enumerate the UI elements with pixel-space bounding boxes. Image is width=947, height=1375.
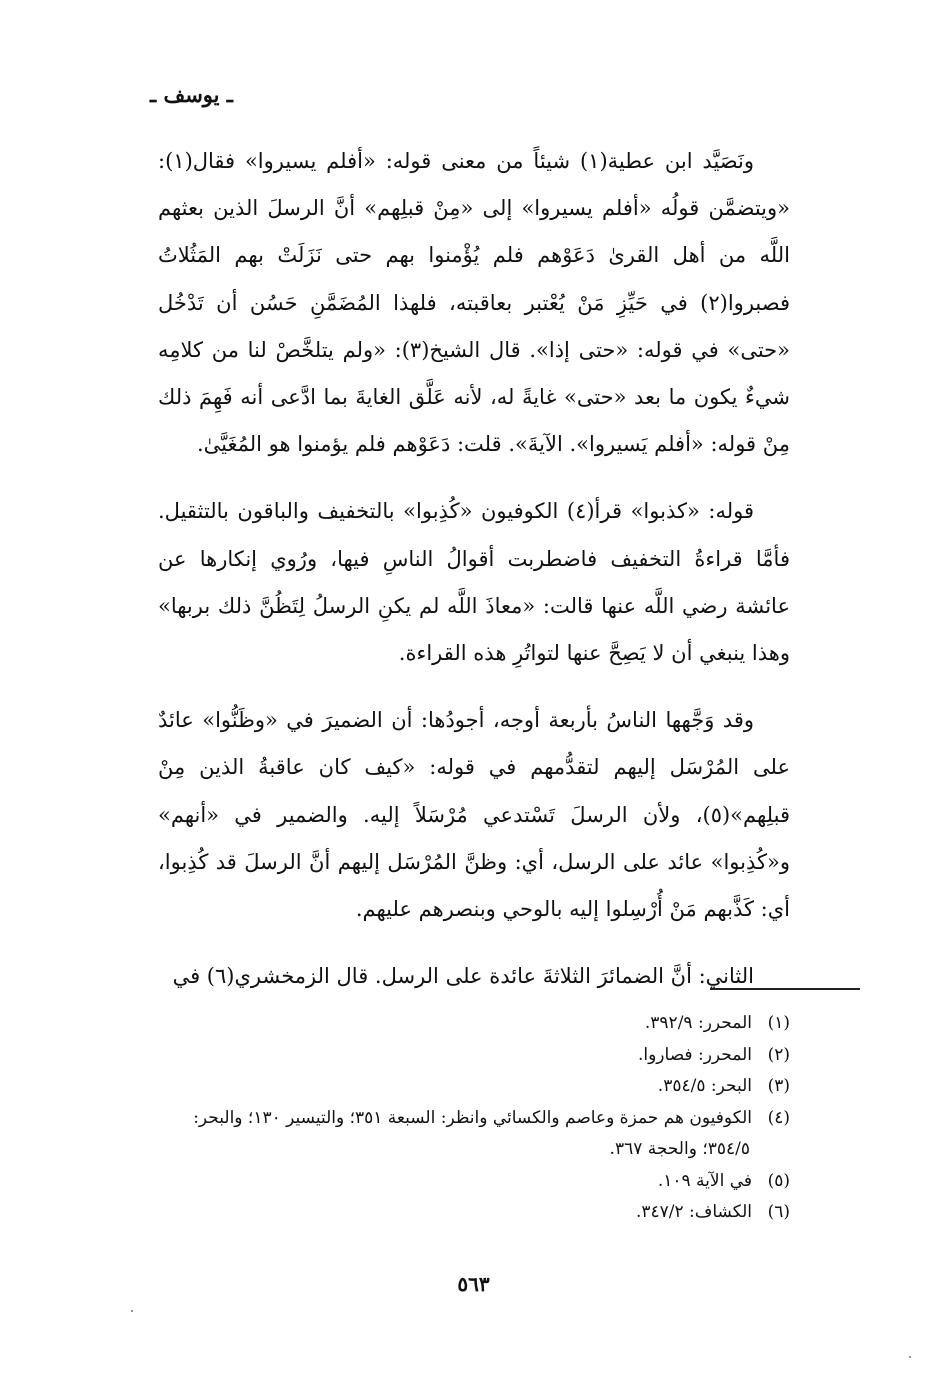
footnote-text: البحر: ٣٥٤/٥.: [657, 1076, 752, 1096]
scan-speck: [131, 1310, 133, 1312]
paragraph-1: ونَصَيَّد ابن عطية(١) شيئاً من معنى قوله: «أفلم يسيروا» فقال(١): «ويتضمَّن قولُه «أفلم يسيروا» إلى «مِنْ قبلِهم» أنَّ الرسلَ الذين بعثهم اللَّه من أهل القرىٰ دَعَوْهم فلم يُؤْمنوا بهم حتى نَزَلَتْ بهم المَثُلاتُ فصبروا(٢) في حَيِّزِ مَنْ يُعْتبر بعاقبته، فلهذا المُضَمَّنِ حَسُن أن تَدْخُل «حتى» في قوله: «حتى إذا». قال الشيخ(٣): «ولم يتلخَّصْ لنا من كلامِه شيءٌ يكون ما بعد «حتى» غايةً له، لأنه عَلَّق الغايةَ بما ادَّعى أنه فَهِمَ ذلك مِنْ قوله: «أفلم يَسيروا». الآيةَ». قلت: دَعَوْهم فلم يؤمنوا هو المُغَيَّىٰ.: [158, 149, 790, 457]
footnote-3: [158, 1071, 790, 1103]
footnote-number: (٢): [767, 1044, 790, 1065]
footnote-number: (١): [767, 1013, 790, 1033]
footnote-5: [158, 1166, 790, 1198]
footnotes: [158, 1008, 790, 1229]
footnote-6: [158, 1197, 790, 1229]
footnote-text: في الآية ١٠٩.: [657, 1170, 752, 1191]
footnote-text: الكشاف: ٣٤٧/٢.: [635, 1202, 752, 1222]
page-number: ٥٦٣: [457, 1272, 490, 1296]
paragraph-4: الثاني: أنَّ الضمائرَ الثلاثةَ عائدة على الرسل. قال الزمخشري(٦) في: [172, 964, 754, 989]
paragraph-3: وقد وَجَّهها الناسُ بأربعة أوجه، أجودُها: أن الضميرَ في «وظَنُّوا» عائدٌ على المُرْسَل إليهم لتقدُّمهم في قوله: «كيف كان عاقبةُ الذين مِنْ قبلِهم»(٥)، ولأن الرسلَ تَسْتدعي مُرْسَلاً إليه. والضمير في «أنهم» و«كُذِبوا» عائد على الرسل، أي: وظنَّ المُرْسَل إليهم أنَّ الرسلَ قد كُذِبوا، أي: كَذَّبهم مَنْ أُرْسِلوا إليه بالوحي وبنصرهم عليهم.: [158, 708, 790, 922]
footnote-number: (٥): [767, 1170, 790, 1191]
footnote-text: الكوفيون هم حمزة وعاصم والكسائي وانظر: السبعة ٣٥١؛ والتيسير ١٣٠؛ والبحر: ٣٥٤/٥؛ والحجة ٣٦٧.: [193, 1107, 752, 1159]
footnote-text: المحرر: ٣٩٢/٩.: [644, 1013, 752, 1033]
footnote-2: [158, 1040, 790, 1072]
footnote-number: (٦): [767, 1202, 790, 1222]
footnote-separator: [710, 988, 860, 990]
footnote-1: [158, 1008, 790, 1040]
footnote-text: المحرر: فصاروا.: [637, 1044, 752, 1065]
footnote-number: (٣): [767, 1076, 790, 1096]
paragraph-2: قوله: «كذبوا» قرأ(٤) الكوفيون «كُذِبوا» بالتخفيف والباقون بالتثقيل. فأمَّا قراءةُ التخفيف فاضطربت أقوالُ الناسِ فيها، ورُوي إنكارها عن عائشة رضي اللَّه عنها قالت: «معاذَ اللَّه لم يكنِ الرسلُ لِتَظُنَّ ذلك بربها» وهذا ينبغي أن لا يَصِحَّ عنها لتواتُرِ هذه القراءة.: [158, 499, 790, 666]
running-header: ـ يوسف ـ: [150, 82, 233, 107]
footnote-number: (٤): [767, 1107, 790, 1128]
main-text: [158, 138, 790, 1000]
footnote-4: [158, 1103, 790, 1166]
scan-speck: [909, 1356, 911, 1358]
